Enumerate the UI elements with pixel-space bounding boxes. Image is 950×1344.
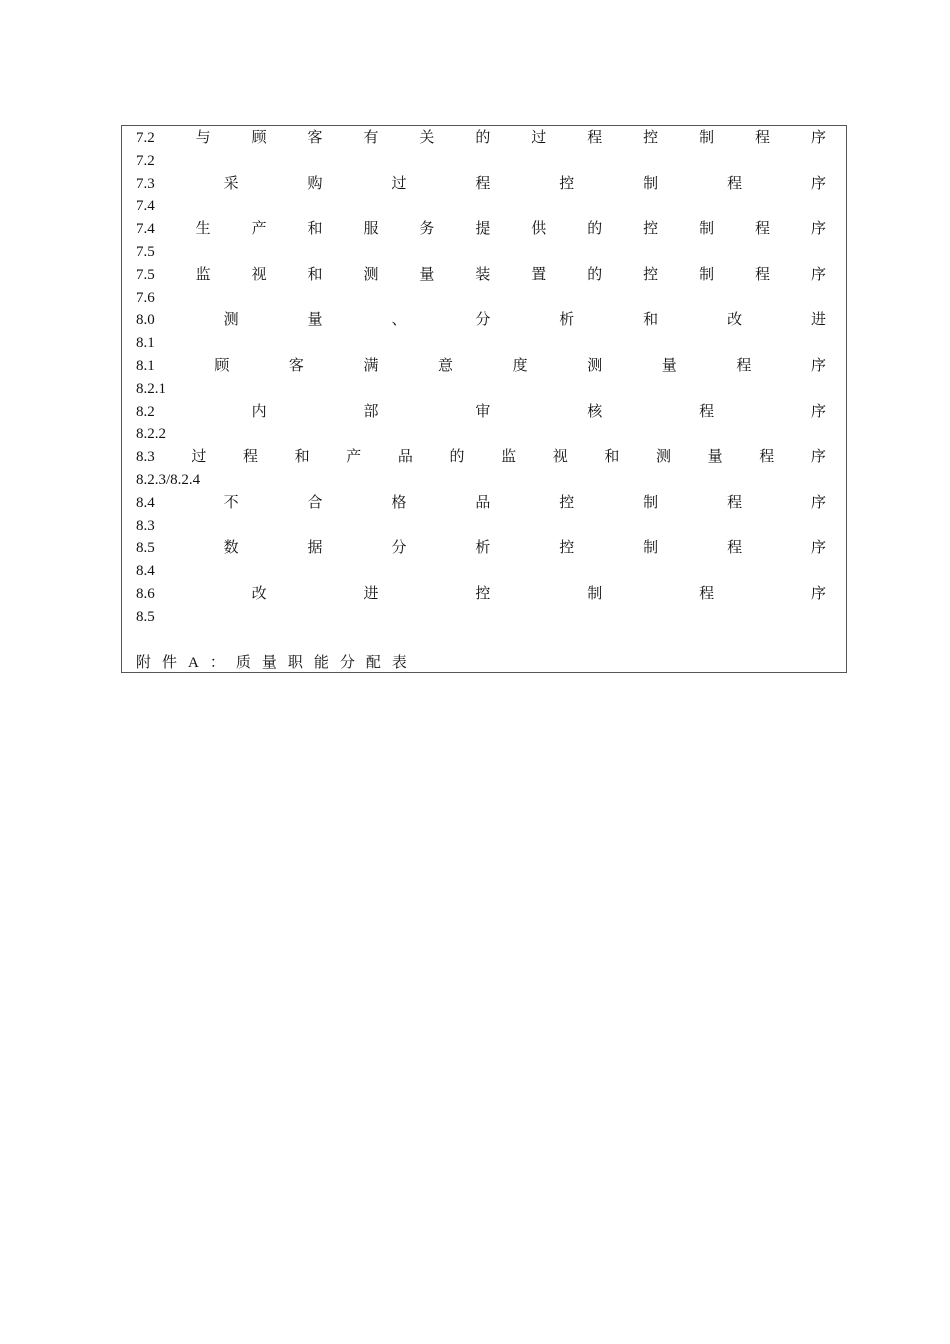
clause-number: 7.5	[136, 266, 155, 283]
clause-number: 8.5	[136, 540, 155, 557]
clause-number: 7.2	[136, 130, 155, 146]
standard-reference: 8.2.1	[136, 380, 166, 397]
title-char: 改	[251, 586, 267, 602]
title-char: 程	[587, 130, 603, 146]
title-char: 测	[655, 449, 671, 466]
title-char: 分	[475, 312, 491, 329]
title-char: 量	[419, 266, 435, 283]
procedure-line	[136, 446, 826, 468]
title-char: 控	[475, 586, 491, 602]
title-char: 数	[223, 540, 239, 557]
clause-number: 8.6	[136, 586, 155, 602]
title-char: 合	[307, 494, 323, 511]
title-char: 务	[419, 221, 435, 238]
title-char: 制	[699, 130, 715, 146]
title-char: 控	[643, 130, 659, 146]
title-char: 序	[810, 449, 826, 466]
procedure-line	[136, 492, 826, 514]
title-char: 度	[512, 358, 528, 374]
title-char: 品	[397, 449, 413, 466]
title-char: 满	[363, 358, 379, 374]
standard-reference: 8.2.3/8.2.4	[136, 472, 201, 488]
clause-number: 8.3	[136, 449, 155, 466]
clause-number: 7.4	[136, 221, 155, 238]
standard-reference: 7.5	[136, 244, 155, 260]
title-char: 视	[552, 449, 568, 466]
title-char: 控	[643, 221, 659, 238]
title-char: 序	[810, 403, 826, 420]
procedure-line	[136, 537, 826, 559]
title-char: 控	[559, 494, 575, 511]
standard-reference: 8.2.2	[136, 426, 166, 443]
title-char: 有	[363, 130, 379, 146]
title-char: 客	[288, 358, 304, 374]
title-char: 格	[391, 494, 407, 511]
title-char: 过	[531, 130, 547, 146]
procedure-line	[136, 355, 826, 377]
title-char: 程	[755, 130, 771, 146]
title-char: 程	[755, 221, 771, 238]
title-char: 序	[810, 266, 826, 283]
title-char: 程	[699, 403, 715, 420]
title-char: 量	[707, 449, 723, 466]
standard-reference: 7.6	[136, 289, 155, 306]
title-char: 采	[223, 175, 239, 192]
title-char: 制	[643, 494, 659, 511]
title-char: 视	[251, 266, 267, 283]
clause-number: 7.3	[136, 175, 155, 192]
title-char: 测	[363, 266, 379, 283]
title-char: 程	[759, 449, 775, 466]
title-char: 制	[699, 221, 715, 238]
title-char: 控	[559, 175, 575, 192]
procedure-line	[136, 218, 826, 240]
title-char: 的	[587, 221, 603, 238]
title-char: 生	[195, 221, 211, 238]
clause-number: 8.2	[136, 403, 155, 420]
title-char: 程	[727, 540, 743, 557]
title-char: 进	[363, 586, 379, 602]
title-char: 顾	[251, 130, 267, 146]
procedure-line	[136, 173, 826, 195]
title-char: 服	[363, 221, 379, 238]
title-char: 序	[810, 494, 826, 511]
standard-reference: 8.1	[136, 335, 155, 352]
title-char: 、	[391, 312, 407, 329]
title-char: 析	[559, 312, 575, 329]
title-char: 测	[587, 358, 603, 374]
title-char: 程	[755, 266, 771, 283]
title-char: 序	[810, 221, 826, 238]
title-char: 内	[251, 403, 267, 420]
title-char: 程	[727, 175, 743, 192]
title-char: 制	[587, 586, 603, 602]
title-char: 程	[727, 494, 743, 511]
standard-reference: 8.5	[136, 608, 155, 625]
title-char: 和	[604, 449, 620, 466]
title-char: 购	[307, 175, 323, 192]
title-char: 置	[531, 266, 547, 283]
procedure-line	[136, 583, 826, 605]
title-char: 和	[307, 266, 323, 283]
standard-reference: 7.2	[136, 152, 155, 169]
title-char: 分	[391, 540, 407, 557]
title-char: 审	[475, 403, 491, 420]
title-char: 量	[307, 312, 323, 329]
title-char: 和	[307, 221, 323, 238]
clause-number: 8.1	[136, 358, 155, 374]
title-char: 制	[643, 175, 659, 192]
title-char: 监	[195, 266, 211, 283]
title-char: 装	[475, 266, 491, 283]
title-char: 监	[501, 449, 517, 466]
title-char: 进	[810, 312, 826, 329]
title-char: 部	[363, 403, 379, 420]
annex-caption: 附件A：质量职能分配表	[136, 655, 418, 671]
title-char: 程	[699, 586, 715, 602]
title-char: 和	[294, 449, 310, 466]
title-char: 程	[736, 358, 752, 374]
procedure-line	[136, 127, 826, 149]
title-char: 序	[810, 540, 826, 557]
title-char: 制	[699, 266, 715, 283]
title-char: 序	[810, 358, 826, 374]
title-char: 品	[475, 494, 491, 511]
title-char: 序	[810, 586, 826, 602]
title-char: 产	[251, 221, 267, 238]
title-char: 改	[727, 312, 743, 329]
title-char: 程	[242, 449, 258, 466]
clause-number: 8.4	[136, 494, 155, 511]
procedure-line	[136, 309, 826, 331]
procedure-line	[136, 264, 826, 286]
title-char: 量	[661, 358, 677, 374]
title-char: 制	[643, 540, 659, 557]
title-char: 的	[449, 449, 465, 466]
title-char: 过	[191, 449, 207, 466]
title-char: 析	[475, 540, 491, 557]
title-char: 控	[643, 266, 659, 283]
title-char: 不	[223, 494, 239, 511]
title-char: 和	[643, 312, 659, 329]
title-char: 供	[531, 221, 547, 238]
procedure-line	[136, 401, 826, 423]
title-char: 序	[810, 175, 826, 192]
title-char: 与	[195, 130, 211, 146]
standard-reference: 8.3	[136, 517, 155, 534]
procedure-list-frame	[121, 125, 847, 673]
title-char: 产	[346, 449, 362, 466]
title-char: 意	[438, 358, 454, 374]
standard-reference: 8.4	[136, 563, 155, 580]
title-char: 过	[391, 175, 407, 192]
title-char: 顾	[214, 358, 230, 374]
standard-reference: 7.4	[136, 198, 155, 215]
title-char: 的	[475, 130, 491, 146]
title-char: 序	[810, 130, 826, 146]
title-char: 关	[419, 130, 435, 146]
title-char: 的	[587, 266, 603, 283]
title-char: 客	[307, 130, 323, 146]
title-char: 测	[223, 312, 239, 329]
clause-number: 8.0	[136, 312, 155, 329]
title-char: 据	[307, 540, 323, 557]
title-char: 程	[475, 175, 491, 192]
title-char: 控	[559, 540, 575, 557]
title-char: 核	[587, 403, 603, 420]
title-char: 提	[475, 221, 491, 238]
